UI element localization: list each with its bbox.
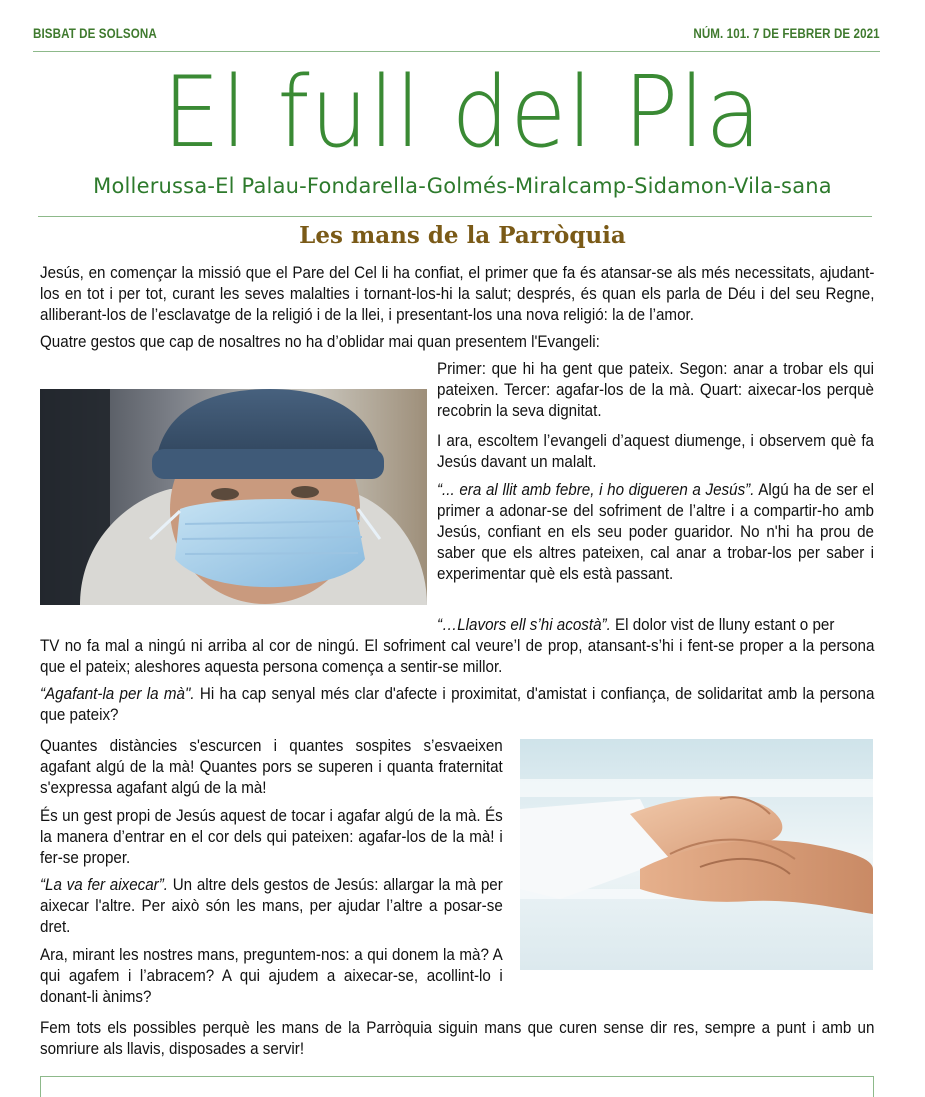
quote1: “... era al llit amb febre, i ho digueren a Jesús”. <box>437 481 755 499</box>
header-rule <box>33 51 880 52</box>
quote3: “Agafant-la per la mà". <box>40 685 195 703</box>
bottom-box <box>40 1076 874 1097</box>
quote3-paragraph <box>40 684 874 726</box>
quote2: “…Llavors ell s’hi acostà”. <box>437 616 611 634</box>
masked-man-image <box>40 389 427 605</box>
masthead-parishes: Mollerussa-El Palau-Fondarella-Golmés-Miralcamp-Sidamon-Vila-sana <box>93 174 832 198</box>
gestures-lead: Quatre gestos que cap de nosaltres no ha d’oblidar mai quan presentem l'Evangeli: <box>40 333 600 351</box>
gestures-list: Primer: que hi ha gent que pateix. Segon: anar a trobar els qui pateixen. Tercer: agafar-los de la mà. Quart: aixecar-los perquè recobrin la seva dignitat. <box>437 360 874 420</box>
intro-paragraph: Jesús, en començar la missió que el Pare del Cel li ha confiat, el primer que fa és atansar-se als més necessitats, ajudant-los en tot i per tot, curant les seves malalties i tornant-los-hi la salut; després, és quan els parla de Déu i del seu Regne, alliberant-los de l’esclavatge de la religió i de la llei, i presentant-los una nova religió: la de l’amor. <box>40 264 875 324</box>
quote2-first-line <box>437 615 874 636</box>
article-title: Les mans de la Parròquia <box>299 222 626 249</box>
quote2-text-a: El dolor vist de lluny estant o per <box>615 616 835 634</box>
holding-hands-photo <box>520 739 873 970</box>
quote4: “La va fer aixecar”. <box>40 876 169 894</box>
quote1-paragraph <box>437 480 874 585</box>
masthead-rule <box>38 216 872 217</box>
masked-man-photo <box>40 389 427 605</box>
quote4-text: Un altre dels gestos de Jesús: allargar la mà per aixecar l'altre. Per això són les mans, per ajudar l’altre a posar-se dret. <box>40 876 503 936</box>
distances-paragraph: Quantes distàncies s'escurcen i quantes sospites s’esvaeixen agafant algú de la mà! Quantes pors se superen i quanta fraternitat s'expressa agafant algú de la mà! <box>40 737 503 797</box>
quote4-paragraph <box>40 875 503 938</box>
gospel-intro: I ara, escoltem l’evangeli d’aquest diumenge, i observem què fa Jesús davant un malalt. <box>437 432 874 471</box>
quote1-text: Algú ha de ser el primer a adonar-se del sofriment de l’altre i a compartir-ho amb Jesús, confiant en els seu poder guaridor. No n'hi ha prou de saber que els altres pateixen, cal anar a trobar-los per saber i experimentar què els està passant. <box>437 481 874 583</box>
quote3-text: Hi ha cap senyal més clar d'afecte i proximitat, d'amistat i confiança, de solidaritat amb la persona que pateix? <box>40 685 875 724</box>
closing-paragraph: Fem tots els possibles perquè les mans de la Parròquia siguin mans que curen sense dir res, sempre a punt i amb un somriure als llavis, disposades a servir! <box>40 1019 875 1058</box>
gesture-paragraph: És un gest propi de Jesús aquest de tocar i agafar algú de la mà. És la manera d’entrar en el cor dels qui pateixen: agafar-los de la mà! i fer-se proper. <box>40 807 503 867</box>
masthead-title: El full del Pla <box>162 56 763 170</box>
holding-hands-image <box>520 739 873 970</box>
diocese-label: BISBAT DE SOLSONA <box>33 26 157 41</box>
quote2-text-b: TV no fa mal a ningú ni arriba al cor de ningú. El sofriment cal veure’l de prop, atansant-s’hi i fent-se proper a la persona que el pateix; aleshores aquesta persona comença a sentir-se millor. <box>40 637 875 676</box>
issue-label: NÚM. 101. 7 DE FEBRER DE 2021 <box>693 26 880 41</box>
questions-paragraph: Ara, mirant les nostres mans, preguntem-nos: a qui donem la mà? A qui agafem i l’abracem? A qui ajudem a aixecar-se, acollint-lo i donant-li ànims? <box>40 946 503 1006</box>
